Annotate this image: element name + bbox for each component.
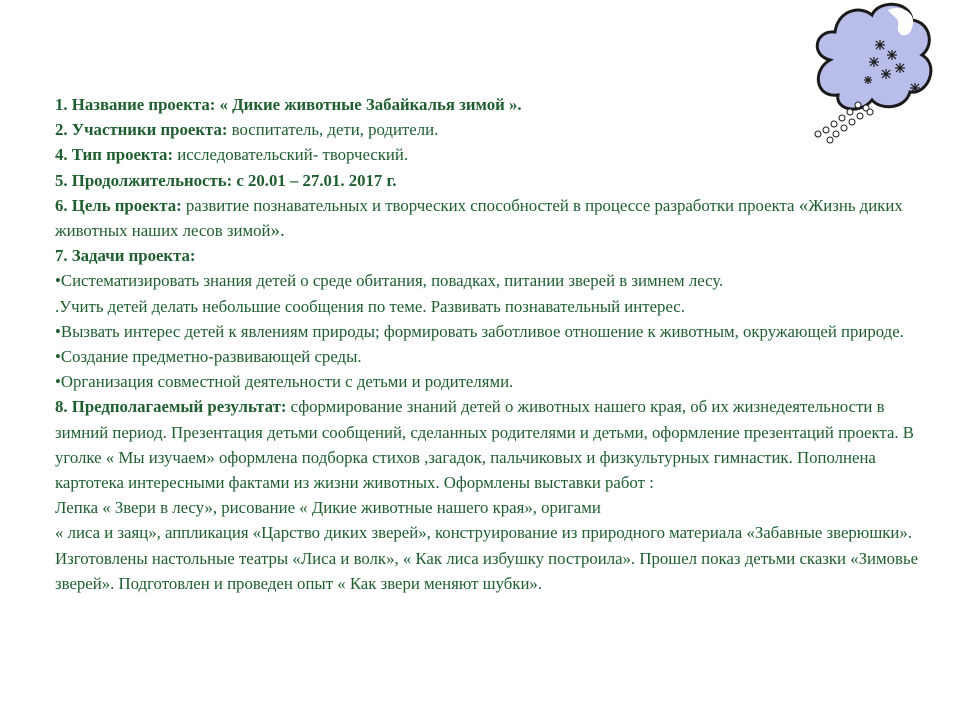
result-label: 8. Предполагаемый результат: xyxy=(55,397,287,417)
project-type-text: исследовательский- творческий. xyxy=(173,145,409,165)
participants-label: 2. Участники проекта: xyxy=(55,120,228,140)
participants-line xyxy=(55,117,935,142)
task-item: •Вызвать интерес детей к явлениям природы; формировать заботливое отношение к животным, окружающей природе. xyxy=(55,321,904,341)
goal-text: развитие познавательных и творческих способностей в процессе разработки проекта xyxy=(181,195,799,215)
goal-line xyxy=(55,193,935,243)
project-description xyxy=(55,92,935,596)
goal-quote-close: ». xyxy=(270,220,285,242)
activities-line: Лепка « Звери в лесу», рисование « Дикие животные нашего края», оригами xyxy=(55,498,601,518)
participants-text: воспитатель, дети, родители. xyxy=(227,120,439,140)
result-line xyxy=(55,394,935,495)
project-type-line xyxy=(55,142,935,167)
task-item: •Организация совместной деятельности с детьми и родителями. xyxy=(55,372,514,392)
duration-line: 5. Продолжительность: с 20.01 – 27.01. 2017 г. xyxy=(55,170,397,190)
task-item: .Учить детей делать небольшие сообщения по теме. Развивать познавательный интерес. xyxy=(55,296,685,316)
task-item: •Создание предметно-развивающей среды. xyxy=(55,347,362,367)
result-text: сформирование знаний детей о животных нашего края, об их жизнедеятельности в зимний период. Презентация детьми сообщений, сделанных родителями и детьми, оформление презентаций проекта. В уголке « Мы изучаем» оформлена подборка стихов ,загадок, пальчиковых и физкультурных гимнастик. Пополнена картотека интересными фактами из жизни животных. Оформлены выставки работ : xyxy=(55,397,914,493)
activities-detail: « лиса и заяц», аппликация «Царство диких зверей», конструирование из природного материала «Забавные зверюшки». Изготовлены настольные театры «Лиса и волк», « Как лиса избушку построила». Прошел показ детьми сказки «Зимовье зверей». Подготовлен и проведен опыт « Как звери меняют шубки». xyxy=(55,523,919,593)
task-item: •Систематизировать знания детей о среде обитания, повадках, питании зверей в зимнем лесу. xyxy=(55,271,724,291)
project-name-line: 1. Название проекта: « Дикие животные Забайкалья зимой ». xyxy=(55,95,522,114)
tasks-heading: 7. Задачи проекта: xyxy=(55,246,196,266)
goal-quote-open: « xyxy=(798,194,809,216)
goal-project-name: Жизнь диких животных наших лесов зимой xyxy=(55,195,903,241)
goal-label: 6. Цель проекта: xyxy=(55,195,182,215)
project-type-label: 4. Тип проекта: xyxy=(55,145,174,165)
